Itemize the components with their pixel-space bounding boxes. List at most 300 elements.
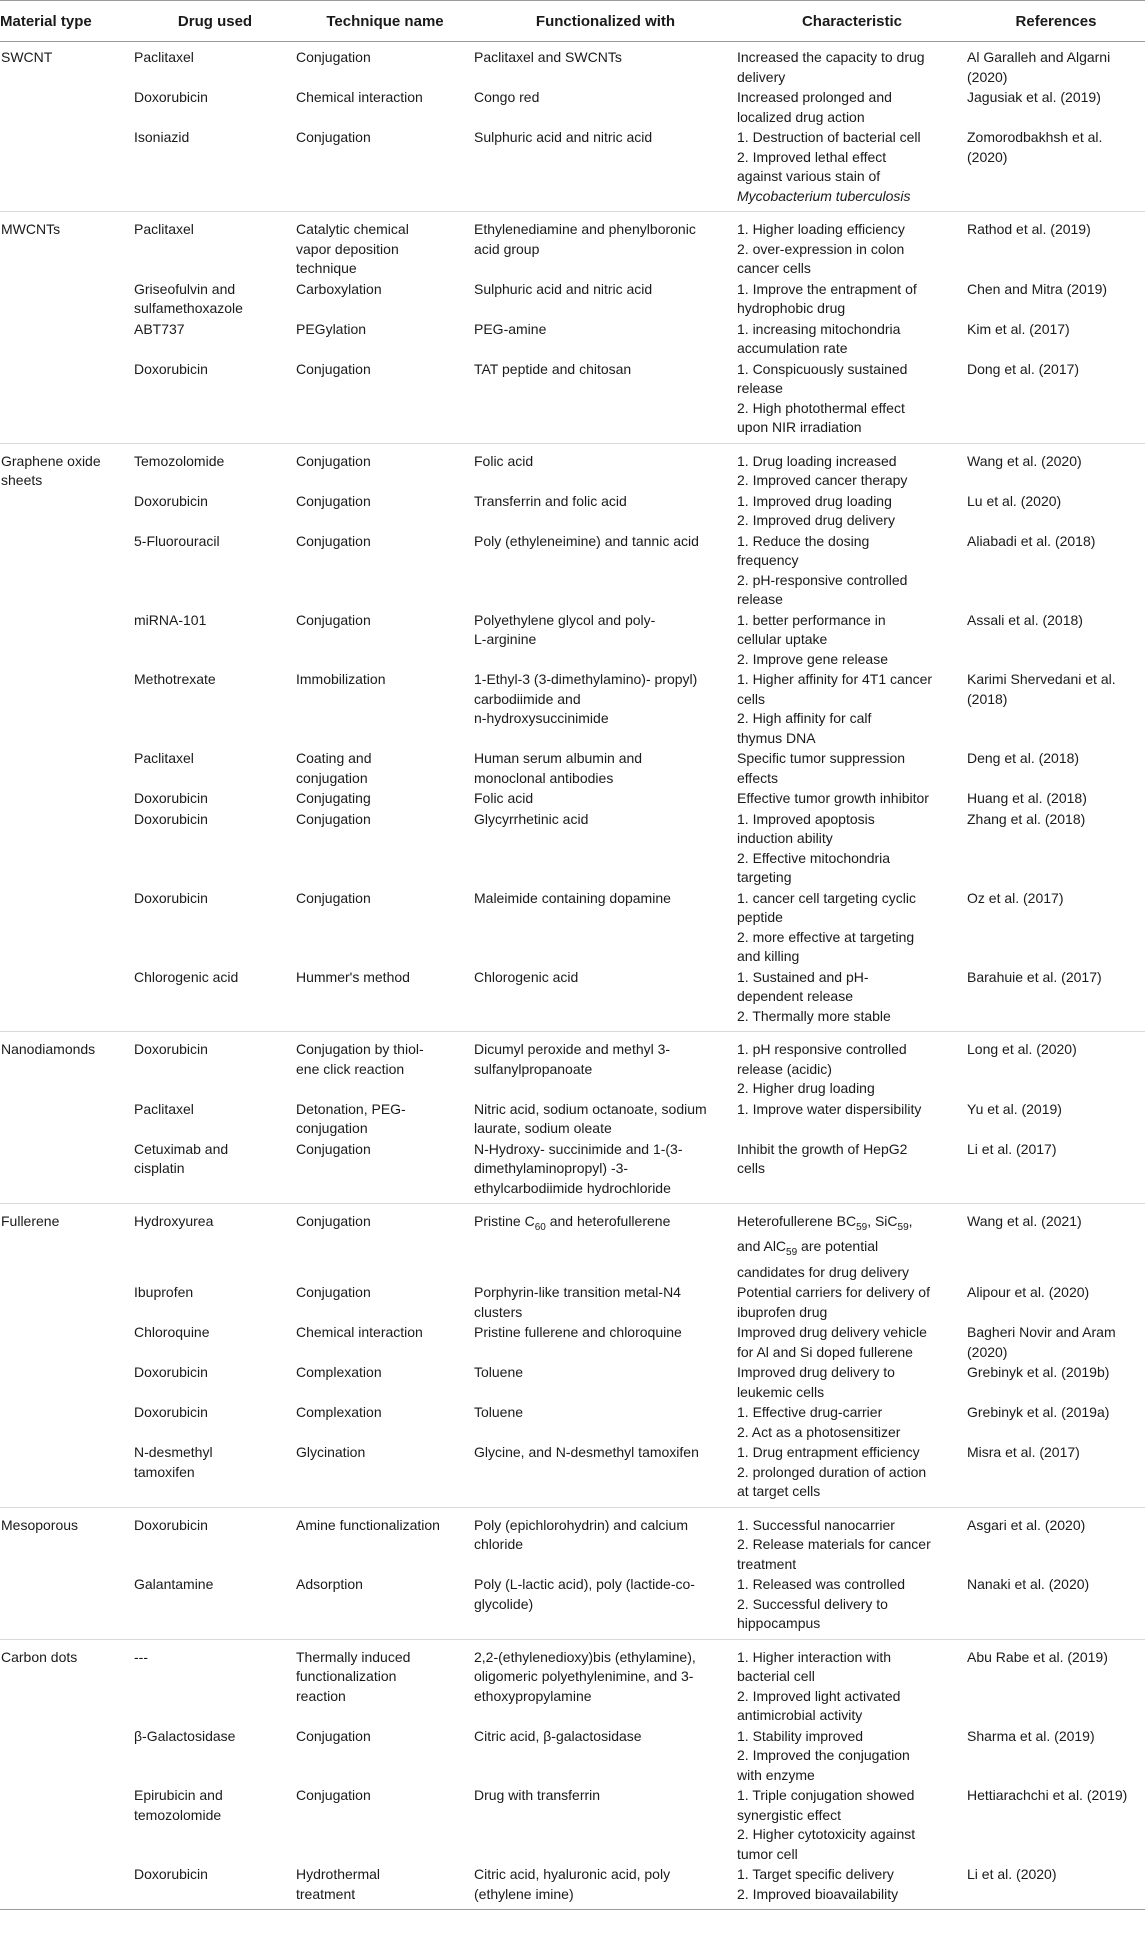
cell-characteristic xyxy=(737,1032,967,1099)
cell-technique xyxy=(296,1864,474,1910)
cell-drug-used xyxy=(134,888,296,967)
cell-line: Chlorogenic acid xyxy=(134,968,239,985)
cell-line: Hydroxyurea xyxy=(134,1213,214,1229)
cell-line: Graphene oxide xyxy=(1,452,101,469)
cell-material-type xyxy=(0,1322,134,1362)
cell-reference xyxy=(967,1639,1145,1726)
cell-characteristic xyxy=(737,491,967,531)
cell-technique xyxy=(296,1402,474,1442)
cell-line: carbodiimide and xyxy=(474,690,581,707)
cell-functionalized-with xyxy=(474,319,737,359)
cell-drug-used xyxy=(134,1139,296,1204)
cell-line: 2. High affinity for calf xyxy=(737,710,872,726)
cell-technique xyxy=(296,42,474,88)
cell-drug-used xyxy=(134,1726,296,1786)
cell-line: Maleimide containing dopamine xyxy=(474,889,671,906)
cell-material-type xyxy=(0,1402,134,1442)
table-row xyxy=(0,610,1145,670)
cell-line: with enzyme xyxy=(737,1766,815,1783)
cell-line: Methotrexate xyxy=(134,671,216,687)
cell-characteristic xyxy=(737,610,967,670)
cell-functionalized-with xyxy=(474,1785,737,1864)
cell-material-type xyxy=(0,669,134,748)
cell-drug-used xyxy=(134,1864,296,1910)
cell-line: PEGylation xyxy=(296,320,367,337)
cell-line: 2. Improved bioavailability xyxy=(737,1885,899,1902)
cell-line: Doxorubicin xyxy=(134,492,208,509)
cell-line: 1. Higher loading efficiency xyxy=(737,221,905,237)
cell-technique xyxy=(296,319,474,359)
cell-line: release xyxy=(737,591,783,607)
cell-line: conjugation xyxy=(296,769,368,786)
cell-line: tamoxifen xyxy=(134,1463,195,1480)
cell-line: and AlC$_{59}$ are potential xyxy=(737,1238,879,1259)
cell-line: Temozolomide xyxy=(134,452,225,469)
cell-line: Isoniazid xyxy=(134,129,190,145)
cell-functionalized-with xyxy=(474,1402,737,1442)
cell-line: Paclitaxel xyxy=(134,49,194,65)
cell-line: (2020) xyxy=(967,68,1008,85)
cell-line: technique xyxy=(296,260,357,276)
cell-line: Oz et al. (2017) xyxy=(967,889,1064,906)
cell-line: Glycination xyxy=(296,1444,366,1461)
cell-line: Fullerene xyxy=(1,1213,60,1229)
cell-line: --- xyxy=(134,1648,148,1665)
header-drug-used: Drug used xyxy=(134,1,296,42)
cell-line: Conjugation xyxy=(296,810,371,827)
cell-line: Thermally induced xyxy=(296,1648,411,1665)
cell-line: Pristine $C_{60}$ and heterofullerene xyxy=(474,1213,671,1233)
cell-line: Li et al. (2020) xyxy=(967,1866,1057,1883)
table-row xyxy=(0,279,1145,319)
cell-line: Karimi Shervedani et al. xyxy=(967,671,1116,687)
cell-line: Ibuprofen xyxy=(134,1284,194,1301)
cell-line: 2. pH-responsive controlled xyxy=(737,571,908,588)
cell-line: accumulation rate xyxy=(737,340,848,356)
cell-technique xyxy=(296,1204,474,1283)
cell-reference xyxy=(967,809,1145,888)
cell-line: 1. Destruction of bacterial cell xyxy=(737,129,921,145)
cell-technique xyxy=(296,809,474,888)
cell-line: Potential carriers for delivery of xyxy=(737,1284,930,1301)
cell-line: ABT737 xyxy=(134,320,185,337)
cell-line: tumor cell xyxy=(737,1845,798,1862)
cell-line: cells xyxy=(737,690,766,707)
cell-functionalized-with xyxy=(474,1204,737,1283)
cell-line: Abu Rabe et al. (2019) xyxy=(967,1648,1108,1665)
cell-line: Nanodiamonds xyxy=(1,1041,96,1057)
cell-characteristic xyxy=(737,1099,967,1139)
cell-functionalized-with xyxy=(474,443,737,491)
cell-line: TAT peptide and chitosan xyxy=(474,360,632,377)
cell-line: release xyxy=(737,380,783,396)
cell-line: Rathod et al. (2019) xyxy=(967,221,1091,237)
cell-line: 1. Improve water dispersibility xyxy=(737,1100,922,1117)
cell-line: Alipour et al. (2020) xyxy=(967,1284,1090,1301)
cell-material-type xyxy=(0,212,134,279)
cell-material-type xyxy=(0,42,134,88)
table-row xyxy=(0,1139,1145,1204)
cell-line: 1. Successful nanocarrier xyxy=(737,1516,895,1533)
cell-functionalized-with xyxy=(474,888,737,967)
cell-functionalized-with xyxy=(474,669,737,748)
cell-line: Chloroquine xyxy=(134,1324,210,1341)
cell-line: Huang et al. (2018) xyxy=(967,790,1087,806)
cell-line: (2020) xyxy=(967,1343,1008,1360)
cell-characteristic xyxy=(737,967,967,1032)
cell-line: treatment xyxy=(737,1555,797,1572)
cell-characteristic xyxy=(737,1362,967,1402)
cell-drug-used xyxy=(134,1282,296,1322)
cell-line: 2. Release materials for cancer xyxy=(737,1536,931,1553)
cell-reference xyxy=(967,610,1145,670)
cell-line: sulfamethoxazole xyxy=(134,300,243,316)
table-row xyxy=(0,967,1145,1032)
header-material-type: Material type xyxy=(0,1,134,42)
cell-drug-used xyxy=(134,1362,296,1402)
cell-line: 1. Released was controlled xyxy=(737,1576,906,1593)
cell-reference xyxy=(967,42,1145,88)
cell-material-type xyxy=(0,1639,134,1726)
cell-line: Sulphuric acid and nitric acid xyxy=(474,280,653,297)
cell-line: Zomorodbakhsh et al. (2020) xyxy=(967,129,1103,165)
cell-reference xyxy=(967,1032,1145,1099)
cell-material-type xyxy=(0,1864,134,1910)
cell-reference xyxy=(967,967,1145,1032)
cell-line: SWCNT xyxy=(1,49,53,65)
cell-characteristic xyxy=(737,809,967,888)
table-row xyxy=(0,87,1145,127)
cell-line: 1. Higher interaction with xyxy=(737,1648,892,1665)
cell-line: Conjugation xyxy=(296,452,371,469)
cell-line: Deng et al. (2018) xyxy=(967,750,1080,766)
cell-reference xyxy=(967,87,1145,127)
cell-reference xyxy=(967,1864,1145,1910)
cell-line: 2. Effective mitochondria xyxy=(737,849,891,866)
cell-technique xyxy=(296,788,474,809)
table-row xyxy=(0,212,1145,279)
cell-line: N-Hydroxy- succinimide and 1-(3- xyxy=(474,1140,683,1157)
cell-material-type xyxy=(0,1032,134,1099)
cell-line: 2. Improved the conjugation xyxy=(737,1747,910,1764)
cell-line: ibuprofen drug xyxy=(737,1303,828,1320)
cell-line: Barahuie et al. (2017) xyxy=(967,968,1102,985)
cell-characteristic xyxy=(737,1726,967,1786)
cell-characteristic xyxy=(737,127,967,212)
cell-reference xyxy=(967,1442,1145,1507)
cell-technique xyxy=(296,1099,474,1139)
cell-functionalized-with xyxy=(474,1442,737,1507)
table-row xyxy=(0,1032,1145,1099)
cell-line: Conjugation xyxy=(296,532,371,549)
cell-drug-used xyxy=(134,967,296,1032)
cell-line: Sulphuric acid and nitric acid xyxy=(474,129,653,145)
cell-line: Mycobacterium tuberculosis xyxy=(737,187,911,204)
cell-technique xyxy=(296,669,474,748)
cell-line: Grebinyk et al. (2019b) xyxy=(967,1364,1110,1381)
cell-line: Human serum albumin and xyxy=(474,750,643,766)
cell-characteristic xyxy=(737,359,967,444)
cell-line: Hettiarachchi et al. (2019) xyxy=(967,1787,1128,1804)
cell-line: Yu et al. (2019) xyxy=(967,1100,1062,1117)
cell-drug-used xyxy=(134,443,296,491)
cell-line: Doxorubicin xyxy=(134,1866,208,1883)
cell-line: laurate, sodium oleate xyxy=(474,1120,612,1136)
cell-line: (2018) xyxy=(967,690,1008,707)
table-row xyxy=(0,531,1145,610)
cell-line: 2. Higher cytotoxicity against xyxy=(737,1826,916,1843)
cell-line: Conjugation xyxy=(296,1284,371,1301)
cell-line: Increased prolonged and xyxy=(737,89,892,105)
cell-reference xyxy=(967,443,1145,491)
table-row xyxy=(0,1864,1145,1910)
cell-characteristic xyxy=(737,1507,967,1574)
cell-characteristic xyxy=(737,1442,967,1507)
cell-material-type xyxy=(0,127,134,212)
cell-material-type xyxy=(0,1726,134,1786)
cell-reference xyxy=(967,1322,1145,1362)
header-technique-name: Technique name xyxy=(296,1,474,42)
cell-line: Conjugation xyxy=(296,1787,371,1804)
cell-line: 2,2-(ethylenedioxy)bis (ethylamine), xyxy=(474,1648,696,1665)
cell-material-type xyxy=(0,87,134,127)
cell-reference xyxy=(967,1282,1145,1322)
cell-line: Conjugation xyxy=(296,129,371,145)
cell-characteristic xyxy=(737,42,967,88)
cell-functionalized-with xyxy=(474,1099,737,1139)
table-row xyxy=(0,127,1145,212)
table-row xyxy=(0,42,1145,88)
cell-material-type xyxy=(0,1139,134,1204)
cell-line: against various stain of xyxy=(737,168,881,184)
cell-reference xyxy=(967,1204,1145,1283)
cell-reference xyxy=(967,748,1145,788)
cell-functionalized-with xyxy=(474,1574,737,1639)
cell-drug-used xyxy=(134,1032,296,1099)
cell-reference xyxy=(967,127,1145,212)
cell-line: Conjugation xyxy=(296,611,371,628)
cell-line: Al Garalleh and Algarni xyxy=(967,49,1111,65)
cell-technique xyxy=(296,1362,474,1402)
header-row xyxy=(0,1,1145,42)
cell-technique xyxy=(296,888,474,967)
cell-line: Conjugation xyxy=(296,1213,371,1229)
cell-functionalized-with xyxy=(474,967,737,1032)
cell-line: Detonation, PEG- xyxy=(296,1100,406,1117)
cell-reference xyxy=(967,669,1145,748)
cell-line: effects xyxy=(737,769,778,786)
cell-drug-used xyxy=(134,212,296,279)
cell-line: 1. Sustained and pH- xyxy=(737,968,869,985)
table-row xyxy=(0,788,1145,809)
cell-drug-used xyxy=(134,748,296,788)
header-characteristic: Characteristic xyxy=(737,1,967,42)
cell-line: induction ability xyxy=(737,830,833,846)
cell-line: Li et al. (2017) xyxy=(967,1140,1057,1157)
cell-reference xyxy=(967,1402,1145,1442)
cell-line: antimicrobial activity xyxy=(737,1707,863,1724)
cell-line: and killing xyxy=(737,948,800,964)
cell-line: Transferrin and folic acid xyxy=(474,492,627,509)
table-row xyxy=(0,888,1145,967)
cell-technique xyxy=(296,748,474,788)
cell-line: Paclitaxel xyxy=(134,1100,194,1117)
cell-reference xyxy=(967,1507,1145,1574)
cell-line: Conjugation xyxy=(296,492,371,509)
cell-reference xyxy=(967,359,1145,444)
cell-line: β-Galactosidase xyxy=(134,1727,236,1744)
cell-reference xyxy=(967,888,1145,967)
cell-line: 1. increasing mitochondria xyxy=(737,320,901,337)
cell-line: ene click reaction xyxy=(296,1060,405,1077)
cell-technique xyxy=(296,1639,474,1726)
cell-characteristic xyxy=(737,1402,967,1442)
cell-line: Chemical interaction xyxy=(296,89,423,105)
cell-line: 1. Triple conjugation showed xyxy=(737,1787,915,1804)
cell-material-type xyxy=(0,788,134,809)
cell-line: 1. pH responsive controlled xyxy=(737,1041,907,1057)
table-row xyxy=(0,809,1145,888)
cell-line: Bagheri Novir and Aram xyxy=(967,1324,1116,1341)
cell-line: miRNA-101 xyxy=(134,611,207,628)
cell-drug-used xyxy=(134,809,296,888)
cell-line: release (acidic) xyxy=(737,1060,832,1077)
cell-line: Zhang et al. (2018) xyxy=(967,810,1086,827)
cell-line: Conjugation xyxy=(296,49,371,65)
cell-line: 1. cancer cell targeting cyclic xyxy=(737,889,916,906)
cell-line: Poly (ethyleneimine) and tannic acid xyxy=(474,532,699,549)
cell-line: monoclonal antibodies xyxy=(474,769,614,786)
cell-line: Doxorubicin xyxy=(134,89,208,105)
cell-line: localized drug action xyxy=(737,108,865,125)
cell-line: Glycyrrhetinic acid xyxy=(474,810,589,827)
cell-line: Chemical interaction xyxy=(296,1324,423,1341)
cell-line: Catalytic chemical xyxy=(296,221,409,237)
cell-line: Hydrothermal xyxy=(296,1866,381,1883)
cell-characteristic xyxy=(737,788,967,809)
cell-line: Sharma et al. (2019) xyxy=(967,1727,1095,1744)
cell-drug-used xyxy=(134,1639,296,1726)
cell-line: Dong et al. (2017) xyxy=(967,360,1080,377)
cell-reference xyxy=(967,319,1145,359)
cell-line: Aliabadi et al. (2018) xyxy=(967,532,1096,549)
cell-line: Long et al. (2020) xyxy=(967,1041,1077,1057)
cell-line: sulfanylpropanoate xyxy=(474,1060,593,1077)
table-row xyxy=(0,1362,1145,1402)
cell-technique xyxy=(296,967,474,1032)
cell-line: Conjugation by thiol- xyxy=(296,1041,424,1057)
cell-line: Conjugating xyxy=(296,790,371,806)
cell-line: Congo red xyxy=(474,89,540,105)
cell-functionalized-with xyxy=(474,1639,737,1726)
cell-line: Folic acid xyxy=(474,790,534,806)
cell-line: Chen and Mitra (2019) xyxy=(967,280,1108,297)
cell-functionalized-with xyxy=(474,279,737,319)
cell-line: 1. better performance in xyxy=(737,611,886,628)
cell-technique xyxy=(296,127,474,212)
cell-line: Immobilization xyxy=(296,671,386,687)
cell-reference xyxy=(967,1574,1145,1639)
cell-reference xyxy=(967,1099,1145,1139)
cell-line: Glycine, and N-desmethyl tamoxifen xyxy=(474,1444,699,1461)
cell-line: 1. Target specific delivery xyxy=(737,1866,894,1883)
cell-line: Misra et al. (2017) xyxy=(967,1444,1080,1461)
cell-line: 1. Improved apoptosis xyxy=(737,810,875,827)
cell-line: Carboxylation xyxy=(296,280,382,297)
cell-material-type xyxy=(0,1099,134,1139)
cell-technique xyxy=(296,87,474,127)
cell-line: cisplatin xyxy=(134,1160,185,1176)
cell-functionalized-with xyxy=(474,491,737,531)
cell-line: 1. Reduce the dosing xyxy=(737,532,870,549)
cell-line: Complexation xyxy=(296,1404,382,1421)
cell-functionalized-with xyxy=(474,788,737,809)
cell-line: Chlorogenic acid xyxy=(474,968,579,985)
cell-line: 2. Higher drug loading xyxy=(737,1080,875,1096)
cell-line: Paclitaxel and SWCNTs xyxy=(474,49,622,65)
cell-reference xyxy=(967,1139,1145,1204)
table-row xyxy=(0,669,1145,748)
cell-characteristic xyxy=(737,1204,967,1283)
cell-line: ethoxypropylamine xyxy=(474,1687,592,1704)
cell-functionalized-with xyxy=(474,127,737,212)
cell-line: N-desmethyl xyxy=(134,1444,213,1461)
cell-reference xyxy=(967,1726,1145,1786)
cell-line: Jagusiak et al. (2019) xyxy=(967,89,1101,105)
cell-material-type xyxy=(0,1442,134,1507)
cell-material-type xyxy=(0,1574,134,1639)
cell-functionalized-with xyxy=(474,748,737,788)
cell-line: Carbon dots xyxy=(1,1648,78,1665)
cell-line: 1. Stability improved xyxy=(737,1727,864,1744)
cell-line: Porphyrin-like transition metal-N4 xyxy=(474,1284,681,1301)
cell-line: 1. Drug entrapment efficiency xyxy=(737,1444,920,1461)
cell-material-type xyxy=(0,748,134,788)
cell-technique xyxy=(296,212,474,279)
table-body xyxy=(0,42,1145,1910)
cell-material-type xyxy=(0,1785,134,1864)
cell-functionalized-with xyxy=(474,1139,737,1204)
cell-drug-used xyxy=(134,669,296,748)
cell-line: for Al and Si doped fullerene xyxy=(737,1343,913,1360)
cell-line: Conjugation xyxy=(296,889,371,906)
cell-line: at target cells xyxy=(737,1483,821,1500)
table-row xyxy=(0,1402,1145,1442)
cell-technique xyxy=(296,359,474,444)
cell-line: L-arginine xyxy=(474,631,537,647)
cell-line: Lu et al. (2020) xyxy=(967,492,1062,509)
cell-line: Wang et al. (2020) xyxy=(967,452,1082,469)
cell-line: Amine functionalization xyxy=(296,1516,440,1533)
cell-line: Doxorubicin xyxy=(134,1041,208,1057)
cell-technique xyxy=(296,1139,474,1204)
cell-line: synergistic effect xyxy=(737,1806,842,1823)
cell-line: Ethylenediamine and phenylboronic xyxy=(474,221,696,237)
cell-line: 2. Successful delivery to xyxy=(737,1595,888,1612)
cell-characteristic xyxy=(737,748,967,788)
cell-material-type xyxy=(0,888,134,967)
cell-line: Mesoporous xyxy=(1,1516,79,1533)
cell-line: Improved drug delivery to xyxy=(737,1364,895,1381)
cell-line: 2. Improved cancer therapy xyxy=(737,472,908,488)
cell-functionalized-with xyxy=(474,359,737,444)
cell-line: Paclitaxel xyxy=(134,221,194,237)
cell-line: Dicumyl peroxide and methyl 3- xyxy=(474,1041,671,1057)
cell-material-type xyxy=(0,279,134,319)
cell-line: conjugation xyxy=(296,1120,368,1136)
cell-line: Pristine fullerene and chloroquine xyxy=(474,1324,682,1341)
table-row xyxy=(0,1639,1145,1726)
